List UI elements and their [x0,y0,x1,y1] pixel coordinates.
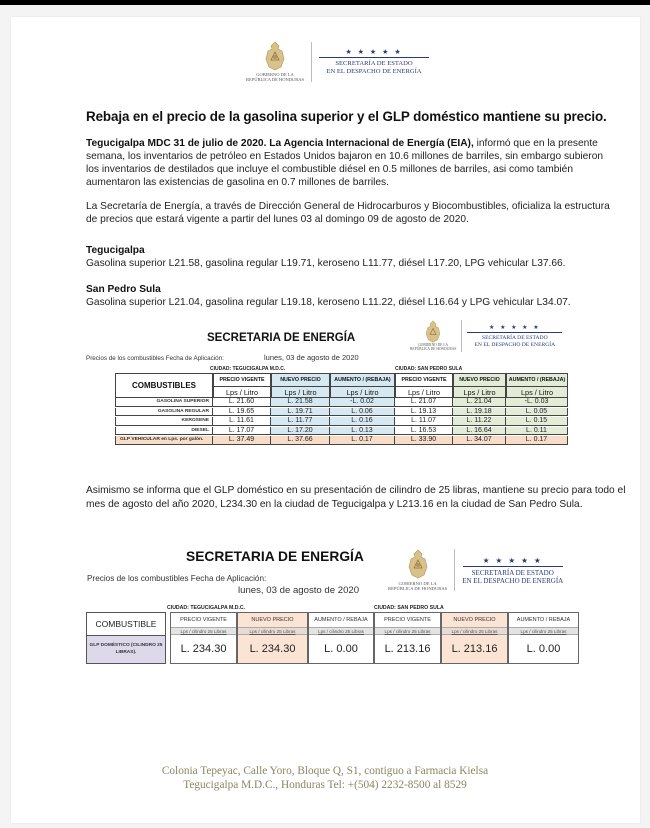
table1-title: SECRETARIA DE ENERGÍA [207,332,356,344]
price-cell: L. 0.13 [330,427,395,435]
price-cell: L. 21.04 [453,398,506,406]
government-logo [410,320,456,352]
price-cell: L. 19.65 [213,408,271,416]
table1-city-sps: CIUDAD: SAN PEDRO SULA [395,366,463,372]
secretaria-line2: EN EL DESPACHO DE ENERGÍA [462,576,564,585]
price-cell: L. 11.61 [213,417,271,425]
price-cell: L. 0.00 [526,643,561,655]
table-row [115,436,568,445]
price-cell: L. 34.07 [453,436,506,444]
column-unit: Lps / cilindro 25 Libras [375,627,440,635]
price-cell: L. 17.20 [271,427,330,435]
structure-paragraph: La Secretaría de Energía, a través de Dirección General de Hidrocarburos y Biocombustibles, oficializa la estructura de precios que estará vigente a partir del lunes 03 al domingo 09 de agosto de 2020. [86,201,610,225]
city-name: Tegucigalpa [86,245,145,256]
gov-text-line2: REPÚBLICA DE HONDURAS [246,76,305,82]
fuel-name: GASOLINA REGULAR [115,408,213,416]
price-cell: L. 234.30 [180,643,227,655]
price-cell: L. 213.16 [384,643,431,655]
column-header: NUEVO PRECIO [272,374,329,387]
fuel-name: KEROSENE [115,417,213,425]
glp-column [441,612,508,664]
price-cell: L. 19.18 [453,408,506,416]
glp-column [237,612,308,664]
stars-icon: ★ ★ ★ ★ ★ [489,325,541,332]
price-cell: L. 0.17 [506,436,568,444]
glp-paragraph: Asimismo se informa que el GLP doméstico en su presentación de cilindro de 25 libras, mantiene su precio para todo el mes de agosto del año 2020, L234.30 en la ciudad de Tegucigalpa y L213.16 en la ciudad de San Pedro Sula. [86,485,626,510]
logo-rule [319,57,429,58]
fuel-name: DIESEL [115,427,213,435]
price-cell: L. 16.53 [395,427,453,435]
table-row [115,427,568,436]
price-cell: L. 0.15 [506,417,568,425]
table1-header-combustibles: COMBUSTIBLES [115,373,213,398]
column-unit: Lps / cilindro 25 Libras [442,627,507,635]
price-cell: L. 0.06 [330,408,395,416]
footer-address: Colonia Tepeyac, Calle Yoro, Bloque Q, S1, contiguo a Farmacia Kielsa [161,765,489,777]
column-header: PRECIO VIGENTE [396,374,452,387]
price-cell: L. 0.00 [324,643,358,655]
col-aumento-tgu [330,373,395,398]
fuel-name: GLP VEHICULAR en Lps. por galón. [115,436,213,444]
table2-row-name: GLP DOMÉSTICO (CILINDRO 25 LIBRAS). [86,636,166,664]
glp-column [170,612,237,664]
glp-column [308,612,374,664]
logo-divider [461,320,462,352]
column-unit: Lps / Litro [520,388,554,397]
table2-header-combustible: COMBUSTIBLE [86,612,166,636]
table2-date-value: lunes, 03 de agosto de 2020 [238,585,360,596]
col-precio-vigente-tgu [213,373,271,398]
col-nuevo-precio-sps [453,373,506,398]
col-nuevo-precio-tgu [271,373,330,398]
col-precio-vigente-sps [395,373,453,398]
logo-divider [454,549,455,591]
column-unit: Lps / cilindro 25 Libras [309,627,373,635]
col-aumento-sps [506,373,568,398]
price-cell: L. 11.77 [271,417,330,425]
price-cell: L. 11.07 [395,417,453,425]
column-header: PRECIO VIGENTE [384,617,431,623]
top-bar [0,0,650,5]
column-header: NUEVO PRECIO [453,617,496,623]
stars-icon: ★ ★ ★ ★ ★ [345,49,403,57]
secretaria-logo [462,556,563,585]
secretaria-line1: SECRETARÍA DE ESTADO [335,60,413,68]
price-cell: L. 0.05 [506,408,568,416]
table-row [115,408,568,417]
government-text [410,344,456,352]
price-cell: L. 21.07 [395,398,453,406]
price-cell: L. 0.17 [330,436,395,444]
column-header: AUMENTO / (REBAJA) [331,374,394,387]
city-name: San Pedro Sula [86,284,161,295]
honduras-crest-icon [262,41,288,71]
gov-text-line2: REPÚBLICA DE HONDURAS [388,586,448,592]
table1-date-label: Precios de los combustibles Fecha de Aplicación: [86,355,224,362]
table2-title: SECRETARIA DE ENERGÍA [186,549,364,564]
government-logo [246,41,304,83]
price-cell: -L. 0.02 [330,398,395,406]
header-logo [246,41,429,83]
table2-city-sps: CIUDAD: SAN PEDRO SULA [374,605,444,611]
government-text [246,73,304,83]
price-cell: L. 17.07 [213,427,271,435]
gov-text-line1: GOBIERNO DE LA [398,581,437,586]
price-cell: L. 21.58 [271,398,330,406]
city-prices: Gasolina superior L21.04, gasolina regular L19.18, keroseno L11.22, diésel L16.64 y LPG vehicular L34.07. [86,297,571,308]
secretaria-line2: EN EL DESPACHO DE ENERGÍA [326,67,422,75]
price-cell: L. 0.11 [506,427,568,435]
intro-paragraph [86,137,616,189]
column-header: AUMENTO / (REBAJA) [507,374,567,387]
price-cell: L. 11.22 [453,417,506,425]
glp-domestic-table [86,612,581,665]
column-header: NUEVO PRECIO [251,617,294,623]
price-cell: L. 19.13 [395,408,453,416]
column-header: AUMENTO / REBAJA [314,617,368,623]
column-unit: Lps / Litro [346,388,379,397]
intro-body: informó que en la presente semana, los inventarios de petróleo en Estados Unidos bajaron en 10.6 millones de barriles, sin embargo subieron los inventarios de destilados que incluye el combustible diésel en 0.5 millones de barriles, asi como también aumentaron las existencias de gasolina en 0.7 millones de barriles. [86,138,604,188]
page-title: Rebaja en el precio de la gasolina superior y el GLP doméstico mantiene su precio. [86,109,607,124]
logo-divider [311,42,312,82]
column-unit: Lps / cilindro 25 Libras [509,627,578,635]
gov-text-line1: GOBIERNO DE LA [418,343,449,348]
column-header: PRECIO VIGENTE [214,374,270,387]
column-header: NUEVO PRECIO [454,374,505,387]
city-prices: Gasolina superior L21.58, gasolina regular L19.71, keroseno L11.77, diésel L17.20, LPG vehicular L37.66. [86,258,566,269]
column-header: AUMENTO / REBAJA [516,617,571,623]
column-unit: Lps / Litro [225,388,259,397]
price-cell: L. 37.66 [271,436,330,444]
gov-text-line1: GOBIERNO DE LA [256,72,294,77]
column-header: PRECIO VIGENTE [180,617,227,623]
secretaria-logo [319,48,429,75]
government-text [388,581,447,591]
glp-column [508,612,579,664]
table-row [115,398,568,407]
column-unit: Lps / cilindro 25 Libras [171,627,236,635]
secretaria-line2: EN EL DESPACHO DE ENERGÍA [474,341,556,348]
secretaria-line1: SECRETARÍA DE ESTADO [482,335,548,342]
column-unit: Lps / Litro [284,388,317,397]
logo-rule [463,566,563,567]
city-san-pedro-sula [86,283,571,309]
table1-logo [410,320,562,352]
price-cell: -L. 0.03 [506,398,568,406]
honduras-crest-icon [423,320,443,343]
logo-rule [467,332,562,333]
price-cell: L. 33.90 [395,436,453,444]
price-cell: L. 0.16 [330,417,395,425]
column-unit: Lps / Litro [463,388,496,397]
price-cell: L. 234.30 [249,643,296,655]
price-cell: L. 37.49 [213,436,271,444]
footer-phone: Tegucigalpa M.D.C., Honduras Tel: +(504) 2232-8500 al 8529 [183,779,467,791]
city-tegucigalpa [86,244,566,270]
fuel-name: GASOLINA SUPERIOR [115,398,213,406]
government-logo [388,549,447,591]
table-row [115,417,568,426]
column-unit: Lps / cilindro 25 Libras [238,627,307,635]
price-cell: L. 21.60 [213,398,271,406]
secretaria-line1: SECRETARÍA DE ESTADO [471,568,554,577]
table1-city-tegucigalpa: CIUDAD: TEGUCIGALPA M.D.C. [210,366,286,372]
glp-column [374,612,441,664]
table2-date-label: Precios de los combustibles Fecha de Aplicación: [87,574,267,583]
price-cell: L. 16.64 [453,427,506,435]
honduras-crest-icon [405,549,431,579]
column-unit: Lps / Litro [407,388,441,397]
table2-city-tegucigalpa: CIUDAD: TEGUCIGALPA M.D.C. [167,605,246,611]
stars-icon: ★ ★ ★ ★ ★ [482,555,543,565]
table1-date-value: lunes, 03 de agosto de 2020 [264,353,359,362]
intro-lead: Tegucigalpa MDC 31 de julio de 2020. La Agencia Internacional de Energía (EIA), [86,138,474,149]
fuel-price-table [115,373,568,446]
secretaria-logo [467,324,562,348]
price-cell: L. 19.71 [271,408,330,416]
table2-logo [388,549,563,591]
gov-text-line2: REPÚBLICA DE HONDURAS [410,347,457,351]
price-cell: L. 213.16 [451,643,498,655]
